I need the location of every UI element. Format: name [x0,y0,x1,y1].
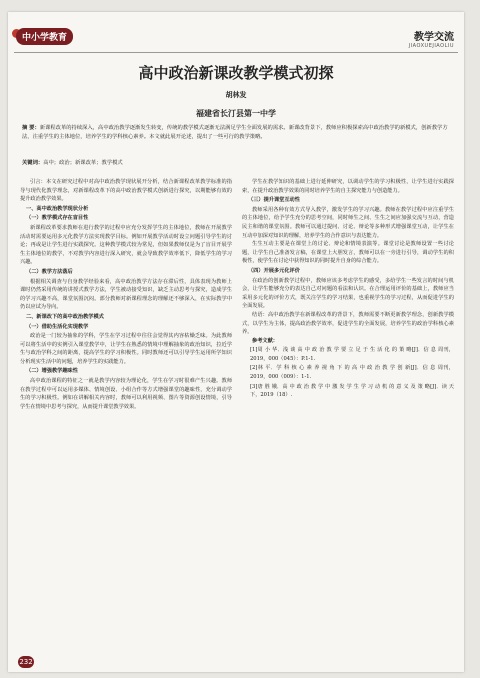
section-title-en: JIAOXUEJIAOLIU [408,43,454,49]
article-title: 高中政治新课改教学模式初探 [138,64,334,82]
left-column [20,178,232,411]
section-heading: （四）开展多元化评价 [248,267,300,274]
body-paragraph: 政治是一门较为抽象的学科，学生在学习过程中往往会觉得其内容枯燥乏味。为此教师可以将生活中的实例引入课堂教学中，让学生在熟悉的情境中理解抽象的政治知识，拉近学生与政治学科之间的距离，提高学生的学习积极性。同时教师还可以引导学生运用所学知识分析现实生活中的问题，培养学生的实践能力。 [20,333,232,365]
journal-page [8,12,464,672]
body-paragraph: 新课程改革要求教师在进行教学的过程中应充分发挥学生的主体地位，教师在开展教学活动时需要运用多元化教学方法实现教学目标。例如开展教学活动时设立问题引导学生的讨论；再或是让学生进行实践探究。这种教学模式较为常见，但如果教师仅是为了盲目开展学生主体地位的教学，不对教学内容进行深入研究，就会导致教学效率低下，降低学生的学习兴趣。 [20,224,232,266]
reference-item: [1]周 小 华．浅 谈 高 中 政 治 教 学 要 立 足 于 生 活 化 的 策 略[J]．信 息 周刊，2019，000（045）：P.1-1. [250,347,454,362]
body-paragraph: 结语：高中政治教学在新课程改革的背景下，教师需要不断更新教学理念，创新教学模式，以学生为主体，提高政治教学效率，促进学生的全面发展，培养学生的政治学科核心素养。 [242,311,454,336]
abstract [22,124,450,142]
article-author: 胡林发 [225,90,247,99]
section-heading: 二、新课改下的高中政治教学模式 [26,313,104,320]
body-paragraph: 根据相关调查与自身教学经验来看，高中政治教学方法存在滞后性，具体表现为教师上课时仍然采用传统的讲授式教学方法，学生被动接受知识，缺乏主动思考与探究，造成学生的学习兴趣不高，课堂氛围沉闷。部分教师对新课程理念的理解还不够深入，在实际教学中仍以应试为导向。 [20,278,232,311]
body-paragraph: 引言：本文在研究过程中对高中政治教学现状展开分析，结合新课程改革教学标准的指导与现代化教学理念，对新课程改革下的高中政治教学模式创新进行探究，以期能够有效的提升政治教学效果。 [20,179,232,203]
journal-logo: 中小学教育 [16,28,73,45]
header-divider [14,52,458,53]
section-heading: 一、高中政治教学现状分析 [26,205,89,212]
section-title [409,28,454,49]
abstract-text: 新课程改革的持续深入，高中政治教学逐渐发生转变，传统的教学模式逐渐无法满足学生全面发展的需求。新课改背景下，教师应积极探索高中政治教学的新模式，创新教学方法，注重学生的主体地位，培养学生的学科核心素养。本文就此展开论述，提出了一些可行的教学策略。 [22,125,448,140]
body-paragraph: 生生互动主要是在课堂上的讨论、辩论和情境表演等。课堂讨论是教师设置一些讨论题，让学生自己准备发言稿，在课堂上大胆发言，教师可以在一旁进行引导，调动学生的积极性，使学生在讨论中获得知识的同时提升自身的综合能力。 [242,241,454,265]
abstract-label: 摘 要： [22,125,40,131]
keywords-label: 关键词： [22,160,44,166]
keywords [22,158,450,166]
body-paragraph: 学生在教学知识的基础上进行延伸研究，以调动学生的学习积极性，让学生进行实践探索，在提升政治教学效果的同时培养学生的自主探究能力与创造能力。 [242,179,454,194]
body-paragraph: 高中政治课程的特征之一就是教学内容较为理论化，学生在学习时很难产生兴趣。教师在教学过程中可以运用多媒体、情境创设、小组合作等方式增强课堂的趣味性，充分调动学生的学习积极性。例如在讲解相关内容时，教师可以利用视频、图片等资源创设情境，引导学生在情境中思考与探究，从而提升课堂教学效果。 [20,378,232,410]
article-organization: 福建省长汀县第一中学 [196,108,276,118]
reference-item: [2]林 平．学 科 核 心 素 养 视 角 下 的 高 中 政 治 教 学 创 新[J]．信 息 周刊，2019，000（009）：1-1. [250,365,454,381]
page-header [8,20,464,54]
section-heading: （一）借助生活化实现教学 [26,323,89,330]
section-title-cn: 教学交流 [414,32,454,43]
section-heading: （一）教学模式存在盲目性 [26,215,89,222]
references-heading: 参考文献： [252,337,278,344]
keywords-text: 高中；政治；新课改革；教学模式 [43,160,123,166]
section-heading: （三）提升课堂互动性 [248,197,300,204]
body-paragraph: 在政治的创新教学过程中，教师应该多考虑学生的感受，多给学生一些发言的时间与机会，让学生能够充分的表达自己对问题的看法和认识。在合理运用评价的基础上，教师应当采用多元化的评价方式，既关注学生的学习结果，也重视学生的学习过程，从而促进学生的全面发展。 [242,277,454,310]
body-paragraph: 教师采用各种有效方式导入教学，激发学生的学习兴趣。教师在教学过程中应注重学生的主体地位，给予学生充分的思考空间，同时师生之间、生生之间应加强交流与互动，营造民主和谐的课堂氛围。教师可以通过提问、讨论、辩论等多种形式增强课堂互动，让学生在互动中加深对知识的理解，培养学生的合作意识与表达能力。 [242,206,454,239]
section-heading: （二）增强教学趣味性 [26,368,78,375]
page-number: 232 [19,658,33,666]
reference-item: [3]唐 胜 娥．高 中 政 治 教 学 中 激 发 学 生 学 习 动 机 的 意 义 及 策 略[J]．读 天下，2019（18）. [250,383,454,399]
section-heading: （二）教学方法落后 [26,268,73,275]
right-column [242,178,454,401]
